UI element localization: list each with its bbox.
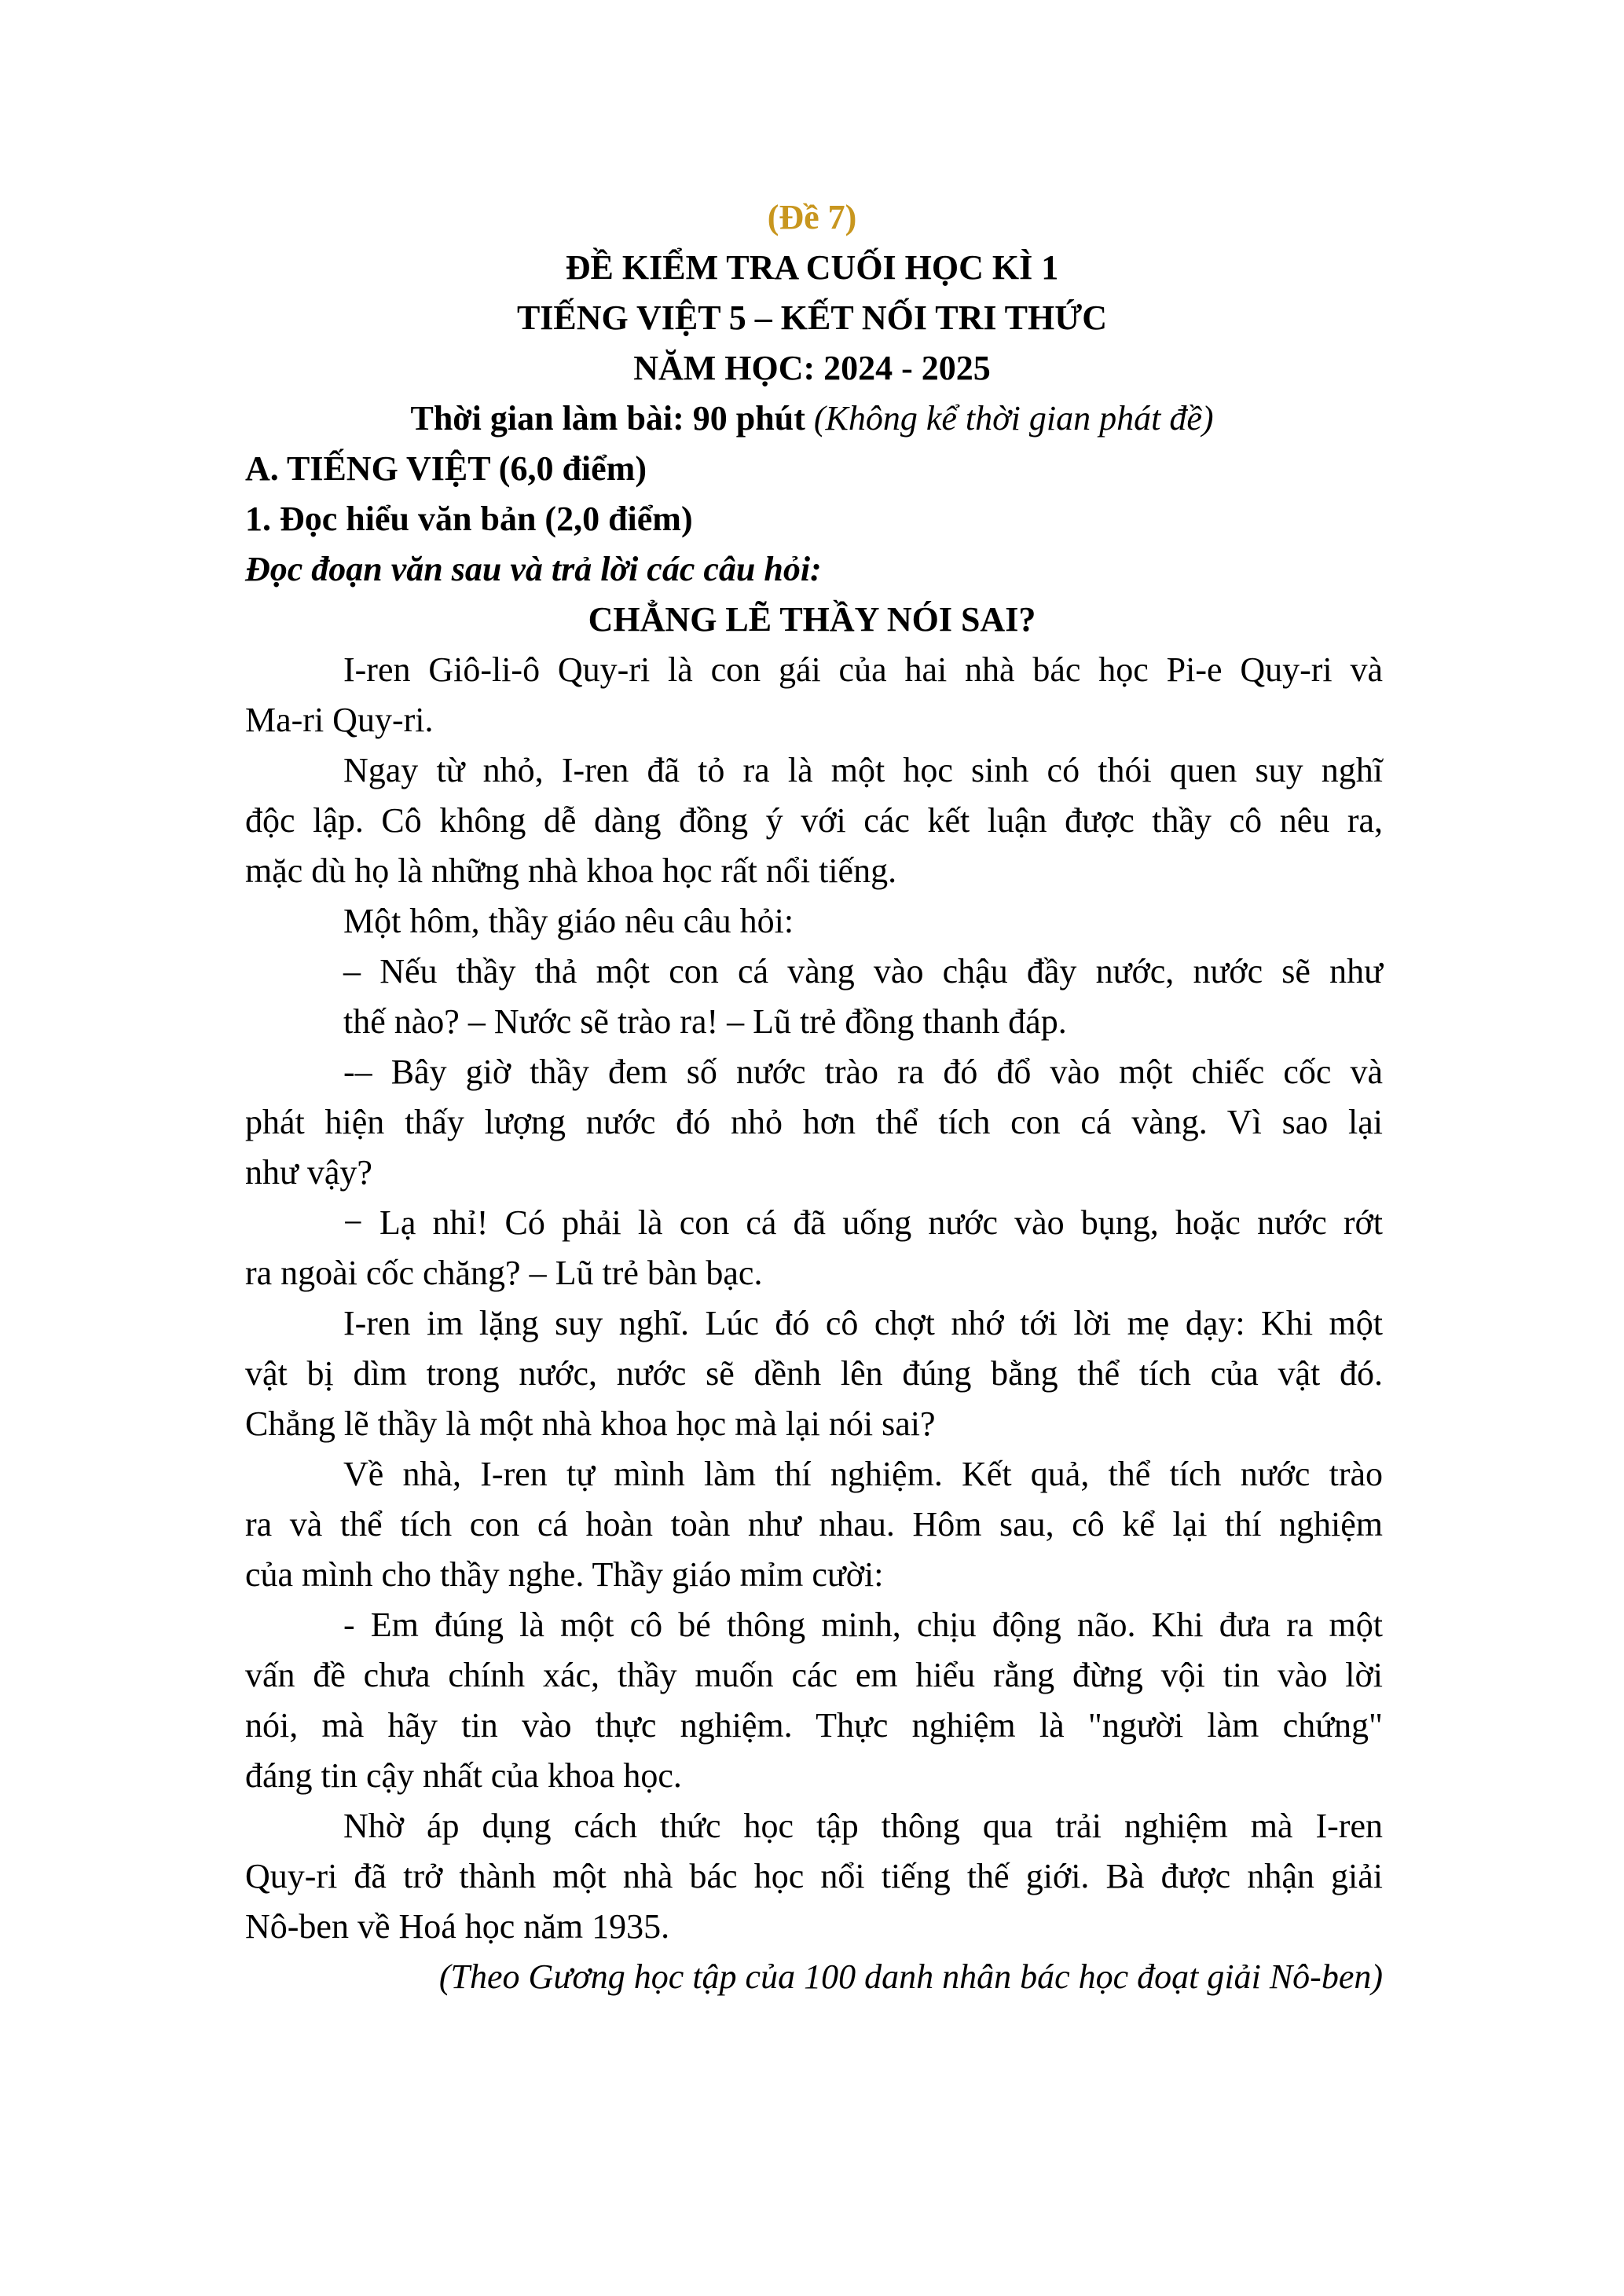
story-line: như vậy?	[245, 1153, 372, 1192]
story-line: vật bị dìm trong nước, nước sẽ dềnh lên đúng bằng thể tích của vật đó.	[245, 1354, 1383, 1393]
story-line: Chẳng lẽ thầy là một nhà khoa học mà lại nói sai?	[245, 1404, 936, 1443]
story-line: mặc dù họ là những nhà khoa học rất nổi tiếng.	[245, 851, 897, 890]
story-line: ra ngoài cốc chăng? – Lũ trẻ bàn bạc.	[245, 1254, 763, 1292]
story-line: I-ren im lặng suy nghĩ. Lúc đó cô chợt nhớ tới lời mẹ dạy: Khi một	[343, 1304, 1383, 1342]
story-line: – Nếu thầy thả một con cá vàng vào chậu đầy nước, nước sẽ như	[343, 952, 1383, 991]
story-line: thế nào? – Nước sẽ trào ra! – Lũ trẻ đồng thanh đáp.	[343, 1002, 1067, 1041]
story-line: Một hôm, thầy giáo nêu câu hỏi:	[343, 902, 794, 940]
story-source: (Theo Gương học tập của 100 danh nhân bác học đoạt giải Nô-ben)	[438, 1957, 1383, 1996]
exam-number: (Đề 7)	[767, 198, 857, 236]
exam-subject: TIẾNG VIỆT 5 – KẾT NỐI TRI THỨC	[516, 298, 1108, 337]
story-line: phát hiện thấy lượng nước đó nhỏ hơn thể tích con cá vàng. Vì sao lại	[245, 1103, 1383, 1141]
story-line: nói, mà hãy tin vào thực nghiệm. Thực nghiệm là "người làm chứng"	[245, 1706, 1383, 1745]
story-line: đáng tin cậy nhất của khoa học.	[245, 1756, 682, 1795]
story-line: Ma-ri Quy-ri.	[245, 701, 434, 739]
story-line: Về nhà, I-ren tự mình làm thí nghiệm. Kết quả, thể tích nước trào	[343, 1455, 1383, 1493]
section-title: A. TIẾNG VIỆT (6,0 điểm)	[245, 449, 647, 488]
story-line: Nhờ áp dụng cách thức học tập thông qua trải nghiệm mà I-ren	[343, 1807, 1383, 1845]
story-title: CHẲNG LẼ THẦY NÓI SAI?	[588, 600, 1036, 639]
school-year: NĂM HỌC: 2024 - 2025	[633, 349, 991, 387]
reading-instruction: Đọc đoạn văn sau và trả lời các câu hỏi:	[245, 550, 822, 588]
subsection-title: 1. Đọc hiểu văn bản (2,0 điểm)	[245, 500, 693, 538]
story-line: -– Bây giờ thầy đem số nước trào ra đó đổ vào một chiếc cốc và	[343, 1053, 1383, 1091]
story-line: ra và thể tích con cá hoàn toàn như nhau. Hôm sau, cô kể lại thí nghiệm	[245, 1505, 1383, 1543]
exam-title: ĐỀ KIỂM TRA CUỐI HỌC KÌ 1	[565, 248, 1059, 287]
story-line: Nô-ben về Hoá học năm 1935.	[245, 1907, 670, 1946]
story-line: Ngay từ nhỏ, I-ren đã tỏ ra là một học sinh có thói quen suy nghĩ	[343, 751, 1383, 789]
story-line: của mình cho thầy nghe. Thầy giáo mỉm cười:	[245, 1555, 884, 1594]
story-line: − Lạ nhỉ! Có phải là con cá đã uống nước vào bụng, hoặc nước rớt	[343, 1203, 1383, 1242]
story-line: - Em đúng là một cô bé thông minh, chịu động não. Khi đưa ra một	[343, 1606, 1383, 1644]
time-label: Thời gian làm bài: 90 phút	[410, 399, 805, 438]
story-line: vấn đề chưa chính xác, thầy muốn các em hiểu rằng đừng vội tin vào lời	[245, 1656, 1383, 1694]
story-line: I-ren Giô-li-ô Quy-ri là con gái của hai nhà bác học Pi-e Quy-ri và	[343, 650, 1383, 689]
time-note: (Không kể thời gian phát đề)	[813, 399, 1214, 438]
exam-time	[0, 394, 1624, 443]
story-line: độc lập. Cô không dễ dàng đồng ý với các kết luận được thầy cô nêu ra,	[245, 801, 1383, 840]
story-line: Quy-ri đã trở thành một nhà bác học nổi tiếng thế giới. Bà được nhận giải	[245, 1857, 1383, 1895]
